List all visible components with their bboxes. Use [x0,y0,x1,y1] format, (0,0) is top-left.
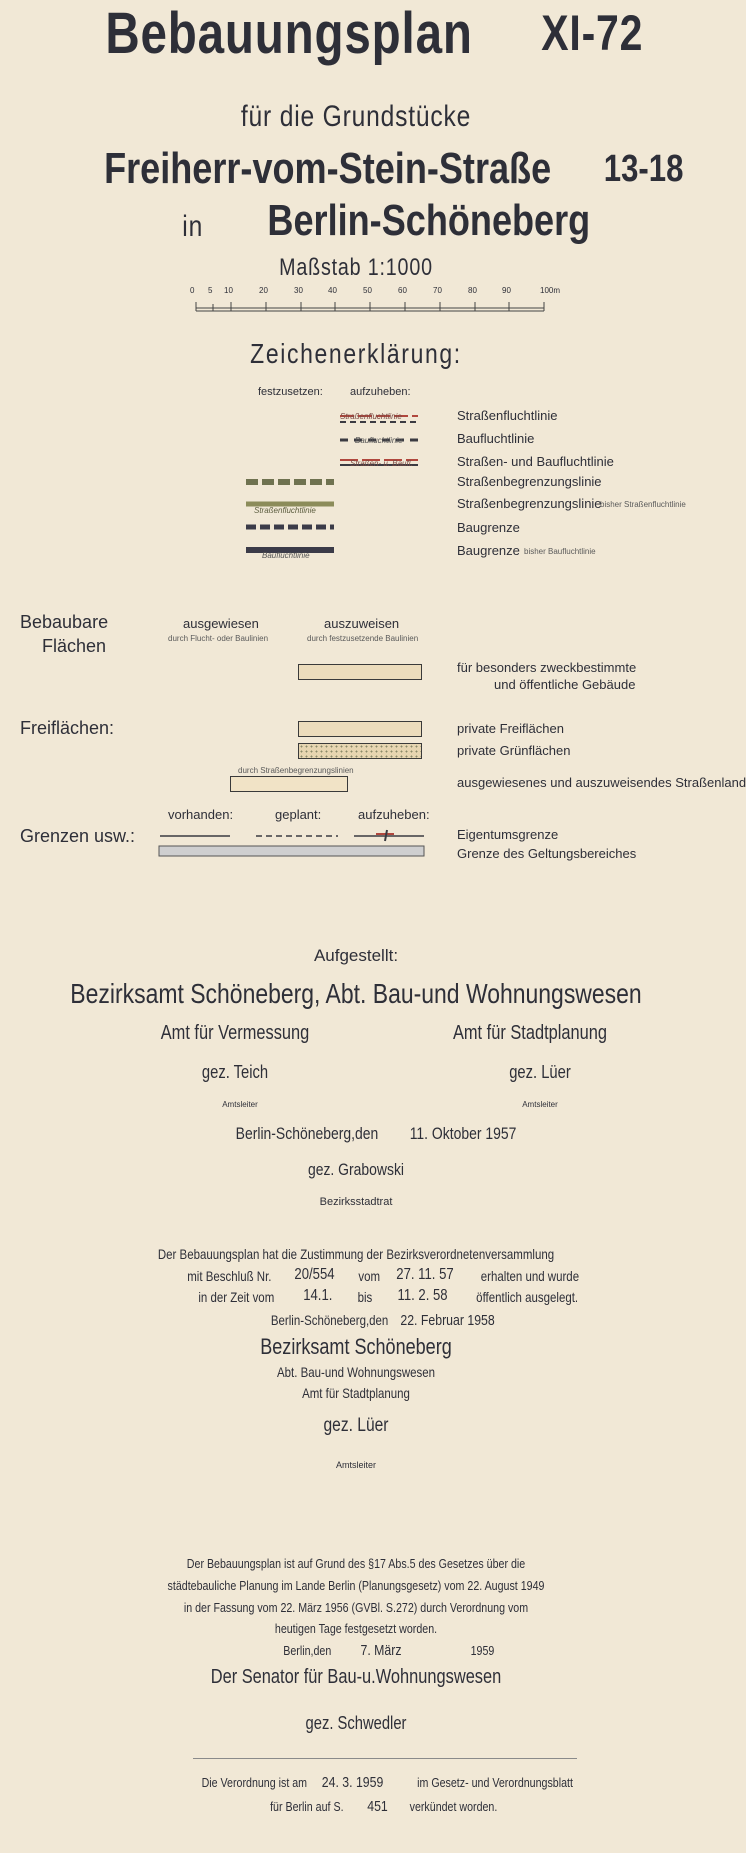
zustimmung-line-3c: öffentlich ausgelegt. [476,1289,579,1305]
scale-tick: 100m [540,286,561,295]
role-right: Amtsleiter [522,1100,558,1109]
street-land-swatch [230,776,348,792]
district-name: Berlin-Schöneberg [267,196,591,245]
scale-tick: 90 [502,286,511,295]
zustimmung-line-2a: mit Beschluß Nr. [187,1268,272,1284]
house-numbers: 13-18 [603,148,684,190]
scale-tick: 80 [468,286,477,295]
bebaubar-item-2: und öffentliche Gebäude [494,677,636,692]
legend-line-symbols [240,410,430,560]
grenzen-col-3: aufzuheben: [358,807,430,822]
legend-item: Baufluchtlinie [457,431,535,446]
sign-grabowski: gez. Grabowski [307,1160,405,1179]
scale-tick: 20 [259,286,268,295]
verordnung-line-2a: für Berlin auf S. [270,1799,344,1814]
zustimmung-line-2c: erhalten und wurde [480,1268,580,1284]
legend-item-note: bisher Straßenfluchtlinie [600,500,686,509]
zustimmung-line-3b: bis [357,1289,373,1305]
scale-tick: 5 [208,286,213,295]
festsetzung-date: 7. März [360,1642,402,1659]
zustimmung-place: Berlin-Schöneberg,den [270,1312,389,1328]
auslegung-to: 11. 2. 58 [397,1287,448,1304]
bebaubar-col-2: auszuweisen [324,616,400,631]
zustimmung-line-3a: in der Zeit vom [198,1289,275,1305]
freiflaechen-item-3: ausgewiesenes und auszuweisendes Straßenland [457,775,746,790]
aufgestellt-label: Aufgestellt: [313,946,399,965]
plan-title: Bebauungsplan [105,1,473,66]
sign-schwedler: gez. Schwedler [305,1713,407,1733]
verordnung-line-2b: verkündet worden. [409,1799,498,1814]
street-name: Freiherr-vom-Stein-Straße [104,144,552,193]
aufgestellt-date: 11. Oktober 1957 [409,1124,517,1143]
festsetzung-line-2: städtebauliche Planung im Lande Berlin (Planungsgesetz) vom 22. August 1949 [167,1578,545,1593]
festsetzung-year: 1959 [470,1643,495,1658]
zustimmung-line-2b: vom [358,1268,381,1284]
bebaubar-item-1: für besonders zweckbestimmte [457,660,637,675]
boundary-symbols-graphic [158,826,428,862]
symbol-caption: Straßen- u. Baufl. [350,459,413,468]
scale-tick: 0 [190,286,195,295]
private-green-swatch [298,743,422,759]
symbol-caption: Baufluchtlinie [355,436,403,445]
scale-tick: 50 [363,286,372,295]
bebaubar-heading-2: Flächen [42,636,107,656]
legend-item: Straßenfluchtlinie [457,408,558,423]
zustimmung-office: Bezirksamt Schöneberg [260,1334,452,1359]
legend-item: Baugrenze [457,543,520,558]
grenzen-col-2: geplant: [275,807,322,822]
verordnung-date: 24. 3. 1959 [321,1774,384,1791]
grenzen-col-1: vorhanden: [168,807,234,822]
legend-col-remove: aufzuheben: [350,386,411,398]
boundary-symbols [158,826,428,862]
beschluss-nr: 20/554 [294,1266,335,1283]
auslegung-from: 14.1. [303,1287,333,1304]
legend-item: Straßenbegrenzungslinie [457,474,602,489]
festsetzung-line-1: Der Bebauungsplan ist auf Grund des §17 Abs.5 des Gesetzes über die [186,1556,526,1571]
beschluss-date: 27. 11. 57 [396,1266,454,1283]
scale-tick: 70 [433,286,442,295]
zustimmung-dept-2: Amt für Stadtplanung [302,1385,410,1401]
freiflaechen-heading: Freiflächen: [20,718,115,738]
scale-tick: 60 [398,286,407,295]
verordnung-line-1a: Die Verordnung ist am [201,1775,308,1790]
role-center: Bezirksstadtrat [319,1196,393,1208]
zustimmung-line-1: Der Bebauungsplan hat die Zustimmung der Bezirksverordnetenversammlung [157,1246,555,1262]
festsetzung-line-4: heutigen Tage festgesetzt worden. [274,1621,438,1636]
plan-number: XI-72 [541,5,644,61]
public-building-swatch [298,664,422,680]
symbol-caption: Baufluchtlinie [262,551,310,560]
scale-label: Maßstab 1:1000 [279,254,433,281]
dept-vermessung: Amt für Vermessung [160,1022,310,1044]
divider [193,1758,577,1759]
freiflaechen-item-1: private Freiflächen [457,721,564,736]
dept-stadtplanung: Amt für Stadtplanung [452,1022,608,1044]
line-symbols-graphic [240,410,430,560]
street-land-note: durch Straßenbegrenzungslinien [238,766,354,775]
symbol-caption: Straßenfluchtlinie [254,506,316,515]
legend-col-fix: festzusetzen: [258,386,323,398]
role-left: Amtsleiter [222,1100,258,1109]
grenzen-item-2: Grenze des Geltungsbereiches [457,846,637,861]
bebaubar-col-2-sub: durch festzusetzende Baulinien [307,634,419,643]
private-open-space-swatch [298,721,422,737]
legend-item: Baugrenze [457,520,520,535]
bebaubar-col-1-sub: durch Flucht- oder Baulinien [168,634,269,643]
festsetzung-line-3: in der Fassung vom 22. März 1956 (GVBl. S.272) durch Verordnung vom [183,1600,529,1615]
for-line: für die Grundstücke [240,100,472,133]
festsetzung-place: Berlin,den [283,1643,332,1658]
zustimmung-sign: gez. Lüer [323,1415,389,1436]
aufgestellt-place: Berlin-Schöneberg,den [235,1124,379,1143]
aufgestellt-office: Bezirksamt Schöneberg, Abt. Bau-und Wohnungswesen [70,978,642,1009]
symbol-caption: Straßenfluchtlinie [340,412,402,421]
zustimmung-dept-1: Abt. Bau-und Wohnungswesen [276,1364,436,1380]
in-word: in [182,210,204,243]
sign-lueer: gez. Lüer [509,1062,571,1082]
scale-tick: 30 [294,286,303,295]
scale-ticks [190,286,570,298]
scale-tick: 10 [224,286,233,295]
zustimmung-role: Amtsleiter [335,1460,376,1470]
freiflaechen-item-2: private Grünflächen [457,743,571,758]
senator-title: Der Senator für Bau-u.Wohnungswesen [210,1666,502,1688]
sign-teich: gez. Teich [201,1062,269,1082]
legend-item: Straßenbegrenzungslinie [457,496,602,511]
bebaubar-heading: Bebaubare [20,612,109,632]
legend-item: Straßen- und Baufluchtlinie [457,454,614,469]
zustimmung-date: 22. Februar 1958 [400,1312,495,1329]
grenzen-heading: Grenzen usw.: [20,826,136,846]
grenzen-item-1: Eigentumsgrenze [457,827,559,842]
scale-tick: 40 [328,286,337,295]
verordnung-line-1b: im Gesetz- und Verordnungsblatt [417,1775,573,1790]
bebaubar-col-1: ausgewiesen [183,616,259,631]
legend-item-note: bisher Baufluchtlinie [524,547,596,556]
verordnung-page: 451 [367,1798,388,1815]
legend-title: Zeichenerklärung: [250,338,462,369]
